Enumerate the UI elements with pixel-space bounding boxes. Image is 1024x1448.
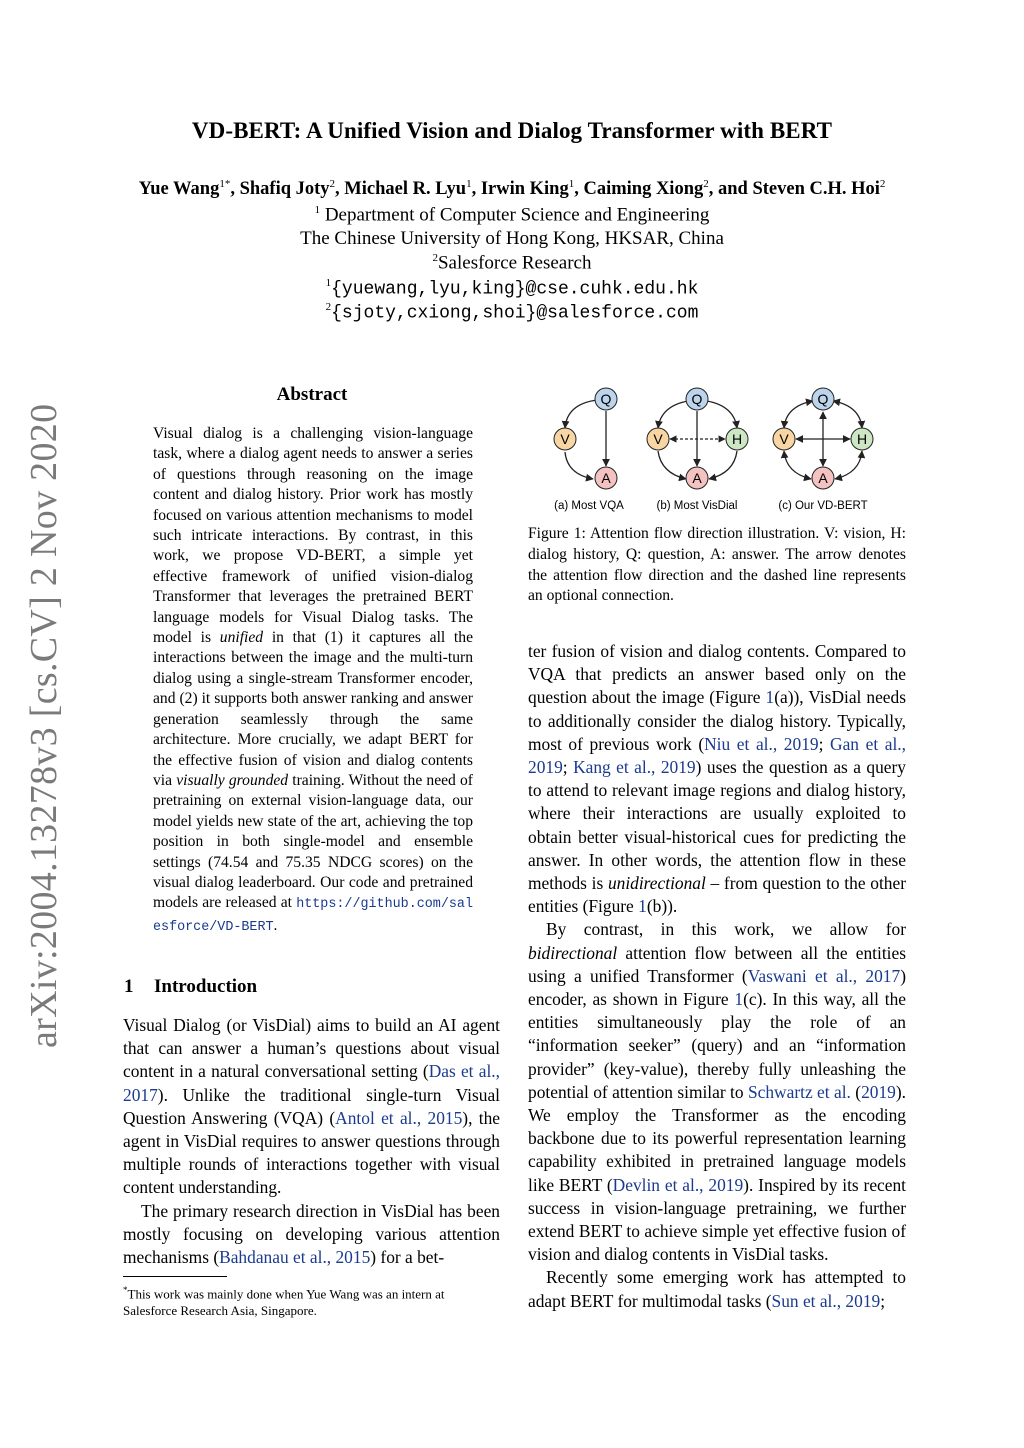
text: (c). In this way, all the entities simultaneously play the role of an “information seeker” (query) and an “information provider” (key-value), thereby fully unleashing the potential of attention similar to (528, 989, 906, 1102)
code-link[interactable]: https://github.com/salesforce/VD-BERT (153, 897, 473, 935)
text: Visual Dialog (or VisDial) aims to build an AI agent that can answer a human’s questions about visual content in a natural conversational setting ( (123, 1015, 500, 1082)
arrow (565, 452, 593, 479)
node-label: Q (600, 391, 612, 407)
citation-link[interactable]: Sun et al., 2019 (771, 1290, 881, 1311)
text: ; (880, 1290, 886, 1311)
paragraph (123, 1200, 500, 1270)
affiliation-mark: 2 (432, 252, 438, 264)
author-name: Yue Wang (138, 179, 220, 200)
text: Recently some emerging work has attempted to adapt BERT for multimodal tasks ( (528, 1267, 906, 1311)
text: (a)), VisDial needs to additionally consider the dialog history. Typically, most of previous work ( (528, 687, 906, 754)
text: ). Inspired by its recent success in vision-language pretraining, we further extend BERT to achieve simple yet effective fusion of vision and dialog contents in VisDial tasks. (528, 1174, 907, 1265)
figure-caption: Figure 1: Attention flow direction illustration. V: vision, H: dialog history, Q: question, A: answer. The arrow denotes the attention flow direction and the dashed line represents an optional connection. (528, 525, 906, 605)
node-label: H (731, 431, 743, 447)
citation-link[interactable]: Schwartz et al. (747, 1081, 851, 1102)
arrow (709, 451, 737, 479)
text: By contrast, in this work, we allow for (546, 919, 906, 940)
arxiv-identifier: arXiv:2004.13278v3 [cs.CV] 2 Nov 2020 (23, 403, 65, 1048)
footnote (123, 1282, 500, 1319)
figure-1 (545, 382, 890, 518)
author-affiliation-mark: 1* (219, 178, 231, 190)
author-affiliation-mark: 2 (879, 178, 886, 190)
section-title: Introduction (154, 976, 258, 997)
arrow (658, 451, 686, 479)
text: ). We employ the Transformer as the encoding backbone due to its powerful representation learning capability exhibited in pretrained language models like BERT ( (528, 1081, 906, 1195)
diagram-a (554, 388, 624, 512)
text: – from question to the other entities (Figure (528, 873, 906, 917)
email-address: {yuewang,lyu,king}@cse.cuhk.edu.hk (331, 279, 699, 300)
text: attention flow between all the entities using a unified Transformer ( (528, 942, 906, 986)
figure-ref-link[interactable]: 1 (734, 989, 744, 1010)
footnote-mark: * (123, 1285, 128, 1295)
arrow (565, 400, 597, 428)
citation-link[interactable]: Bahdanau et al., 2015 (219, 1247, 371, 1268)
affiliation-mark: 1 (314, 204, 321, 216)
diagram-b (647, 388, 748, 512)
figure-ref-link[interactable]: 1 (638, 896, 647, 917)
email-address: {sjoty,cxiong,shoi}@salesforce.com (331, 303, 699, 324)
text: ; (562, 757, 574, 778)
citation-link[interactable]: 2019 (861, 1081, 896, 1102)
citation-link[interactable]: Antol et al., 2015 (335, 1107, 463, 1128)
affiliation-text: Department of Computer Science and Engineering (324, 204, 710, 226)
text: ) encoder, as shown in Figure (528, 965, 906, 1010)
author-affiliation-mark: 2 (703, 178, 709, 190)
figure-ref-link[interactable]: 1 (765, 687, 775, 708)
paragraph (528, 918, 906, 1266)
text: ( (850, 1081, 862, 1102)
author-name: Michael R. Lyu (344, 179, 467, 200)
node-label: V (653, 431, 663, 447)
text: (b)). (646, 896, 678, 917)
author-affiliation-mark: 1 (568, 178, 575, 190)
node-label: A (692, 470, 702, 486)
paragraph (123, 1014, 500, 1200)
email-line-2 (0, 301, 1024, 323)
email-mark: 2 (325, 301, 332, 313)
text: ), the agent in VisDial requires to answer questions through multiple rounds of interactions together with visual content understanding. (123, 1107, 500, 1198)
node-label: H (856, 431, 868, 447)
text: ). Unlike the traditional single-turn Visual Question Answering (VQA) ( (123, 1084, 500, 1128)
email-line-1 (0, 277, 1024, 299)
abstract-text: in that (1) it captures all the interactions between the image and the multi-turn dialog using a single-stream Transformer encoder, and (2) it supports both answer ranking and answer generation seamlessly through the same architecture. More crucially, we adapt BERT for the effective fusion of vision and dialog contents via (153, 629, 473, 789)
text: ) for a bet- (370, 1247, 445, 1268)
node-label: Q (817, 391, 829, 407)
right-column-body (528, 640, 906, 1313)
arrow (833, 401, 862, 428)
abstract-emphasis: visually grounded (176, 771, 289, 789)
arrow (658, 401, 688, 428)
arrow (784, 401, 813, 428)
subfigure-label: (a) Most VQA (554, 500, 624, 512)
abstract-text: . (273, 916, 278, 934)
author-name: Irwin King (480, 179, 569, 200)
email-mark: 1 (325, 277, 332, 289)
arrow (707, 401, 737, 428)
affiliation-text: Salesforce Research (437, 252, 592, 274)
text: ; (818, 733, 831, 754)
paragraph (528, 1266, 906, 1312)
abstract-heading: Abstract (276, 384, 348, 405)
author-list: Yue Wang$^{1*}$, Shafiq Joty$^2$, Michael R. Lyu$^1$, Irwin King$^1$, Caiming Xiong$^2$, and Steven C.H. Hoi$^2$ (138, 178, 886, 200)
abstract-emphasis: unified (219, 629, 264, 647)
section-number: 1 (124, 976, 134, 997)
citation-link[interactable]: Kang et al., 2019 (573, 757, 696, 778)
section-heading (124, 976, 257, 998)
author-affiliation-mark: 2 (329, 178, 336, 190)
author-name: Caiming Xiong (583, 179, 704, 200)
text: The primary research direction in VisDial has been mostly focusing on developing various attention mechanisms ( (123, 1200, 500, 1268)
diagram-c (773, 388, 873, 512)
subfigure-label: (c) Our VD-BERT (778, 500, 868, 512)
text: ) uses the question as a query to attend to relevant image regions and dialog history, where their interactions are usually exploited to obtain better visual-historical cues for predicting the answer. In other words, the attention flow in these methods is (528, 757, 906, 894)
left-column-body (123, 1014, 500, 1269)
attention-flow-diagram (545, 382, 890, 518)
author-name: Shafiq Joty (239, 179, 330, 200)
author-name: Steven C.H. Hoi (752, 179, 880, 200)
footnote-divider (123, 1276, 227, 1277)
node-label: A (818, 470, 828, 486)
footnote-text: This work was mainly done when Yue Wang was an intern at Salesforce Research Asia, Singapore. (123, 1286, 445, 1319)
subfigure-label: (b) Most VisDial (656, 500, 738, 512)
emphasis: unidirectional (607, 873, 706, 894)
paper-title: VD-BERT: A Unified Vision and Dialog Transformer with BERT (191, 118, 833, 143)
node-label: V (560, 431, 570, 447)
citation-link[interactable]: Niu et al., 2019 (704, 733, 819, 754)
citation-link[interactable]: Devlin et al., 2019 (612, 1174, 744, 1195)
abstract-body (153, 424, 473, 938)
node-label: V (779, 431, 789, 447)
citation-link[interactable]: Vaswani et al., 2017 (747, 965, 901, 986)
node-label: A (601, 470, 611, 486)
arrow (835, 451, 862, 479)
affiliation-1-line-2: The Chinese University of Hong Kong, HKSAR, China (300, 228, 724, 249)
affiliation-2 (0, 252, 1024, 274)
affiliation-1-line-1 (0, 204, 1024, 226)
emphasis: bidirectional (528, 942, 618, 963)
citation-link[interactable]: Das et al., 2017 (123, 1061, 500, 1105)
abstract-text: training. Without the need of pretraining on external vision-language data, our model yields new state of the art, achieving the top position in both single-model and ensemble settings (74.54 and 75.35 NDCG scores) on the visual dialog leaderboard. Our code and pretrained models are released at (153, 771, 474, 912)
citation-link[interactable]: Gan et al., 2019 (528, 733, 906, 778)
abstract-text: Visual dialog is a challenging vision-language task, where a dialog agent needs to answer a series of questions through reasoning on the image content and dialog history. Prior work has mostly focused on various attention mechanisms to model such intricate interactions. By contrast, in this work, we propose VD-BERT, a simple yet effective framework of unified vision-dialog Transformer that leverages the pretrained BERT language models for Visual Dialog tasks. The model is (153, 425, 473, 647)
node-label: Q (691, 391, 703, 407)
paragraph (528, 640, 906, 918)
text: ter fusion of vision and dialog contents. Compared to VQA that predicts an answer based only on the question about the image (Figure (528, 641, 906, 708)
author-affiliation-mark: 1 (466, 178, 472, 190)
arrow (784, 451, 811, 479)
